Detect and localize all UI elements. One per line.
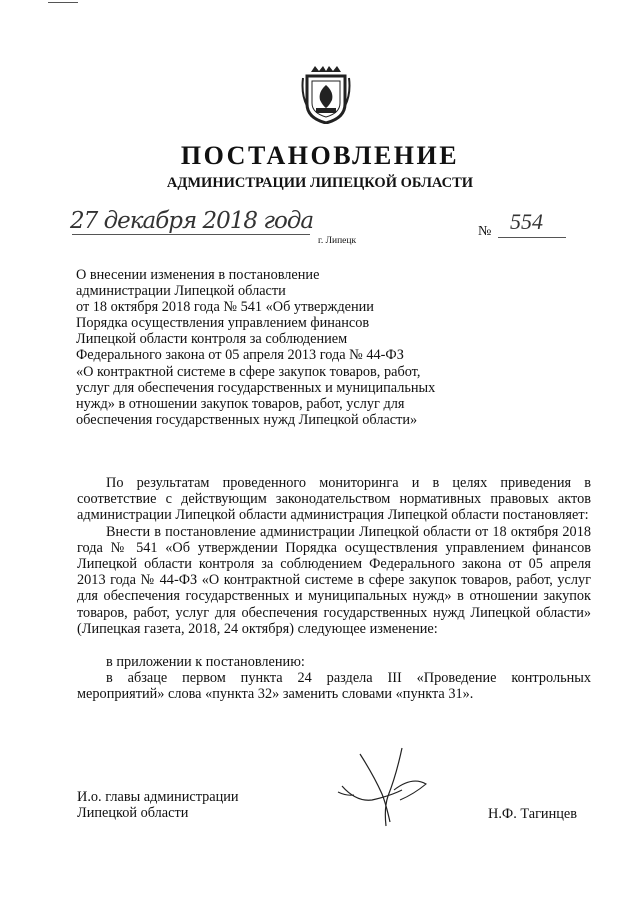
date-underline xyxy=(72,234,310,235)
handwritten-signature xyxy=(330,746,440,828)
subject-line: услуг для обеспечения государственных и муниципальных xyxy=(76,379,436,396)
handwritten-number: 554 xyxy=(510,209,543,234)
subject-line: Липецкой области контроля за соблюдением xyxy=(76,331,348,348)
paragraph-resolution: Внести в постановление администрации Липецкой области от 18 октября 2018 года № 541 «Об утверждении Порядка осуществления управлением финансов Липецкой области контроля за соблюдением Федерального закона от 05 апреля 2013 года № 44-ФЗ «О контрактной системе в сфере закупок товаров, работ, услуг для обеспечения государственных и муниципальных нужд» в отношении закупок товаров, работ, услуг для обеспечения государственных нужд Липецкой области» (Липецкая газета, 2018, 24 октября) следующее изменение: xyxy=(77,523,591,637)
subject-line: Федерального закона от 05 апреля 2013 года № 44-ФЗ xyxy=(76,347,404,364)
body-text xyxy=(77,475,591,703)
subject-line: О внесении изменения в постановление xyxy=(76,267,320,283)
subject-line: обеспечения государственных нужд Липецкой области» xyxy=(76,411,418,428)
subject-line: администрации Липецкой области xyxy=(76,283,286,300)
number-underline xyxy=(498,237,566,238)
subject-block xyxy=(76,267,496,428)
top-rule xyxy=(48,2,78,3)
signer-position-line: И.о. главы администрации xyxy=(77,789,239,805)
number-label: № xyxy=(478,224,492,239)
city-label: г. Липецк xyxy=(318,236,357,246)
subject-line: «О контрактной системе в сфере закупок товаров, работ, xyxy=(76,363,421,380)
document-subtitle: АДМИНИСТРАЦИИ ЛИПЕЦКОЙ ОБЛАСТИ xyxy=(166,175,474,191)
paragraph-change: в абзаце первом пункта 24 раздела III «Проведение контрольных мероприятий» слова «пункта 32» заменить словами «пункта 31». xyxy=(77,670,591,703)
paragraph-preamble: По результатам проведенного мониторинга и в целях приведения в соответствие с действующим законодательством нормативных правовых актов администрации Липецкой области администрация Липецкой области постановляет: xyxy=(77,475,591,524)
signer-position xyxy=(77,789,239,821)
document-title: ПОСТАНОВЛЕНИЕ xyxy=(180,141,460,170)
handwritten-date: 27 декабря 2018 года xyxy=(70,208,314,234)
subject-line: нужд» в отношении закупок товаров, работ, услуг для xyxy=(76,395,405,412)
coat-of-arms-emblem xyxy=(301,66,351,124)
subject-line: от 18 октября 2018 года № 541 «Об утверждении xyxy=(76,299,374,316)
paragraph-appendix: в приложении к постановлению: xyxy=(106,654,305,671)
signer-position-line: Липецкой области xyxy=(77,805,189,822)
signer-name: Н.Ф. Тагинцев xyxy=(488,806,577,822)
subject-line: Порядка осуществления управлением финансов xyxy=(76,315,370,332)
